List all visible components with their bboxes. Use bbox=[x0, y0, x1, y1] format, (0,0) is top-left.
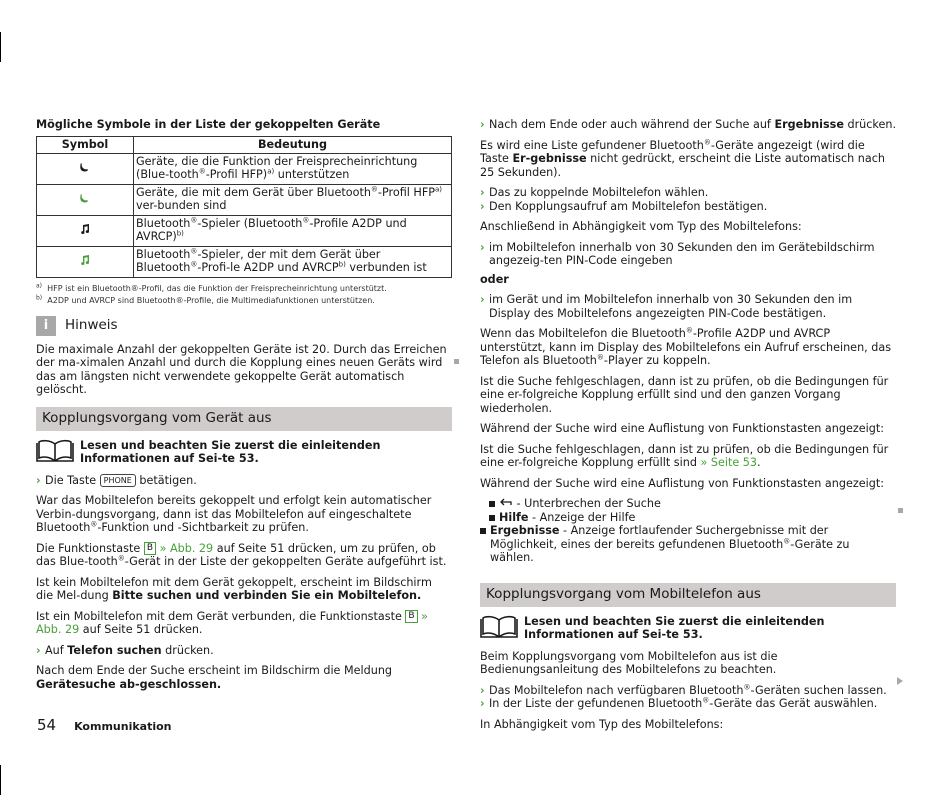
section-end-mark bbox=[454, 359, 459, 364]
crop-mark-bottom bbox=[0, 765, 1, 795]
left-column bbox=[36, 118, 452, 698]
step-select-device: › In der Liste der gefundenen Bluetooth®-Geräte das Gerät auswählen. bbox=[480, 696, 878, 710]
table-row bbox=[37, 215, 452, 246]
table-cell-desc: Geräte, die die Funktion der Freisprecheinrichtung (Blue-tooth®-Profil HFP)$^{a)}$ unterstützen bbox=[134, 153, 452, 184]
crop-mark-top bbox=[0, 32, 1, 62]
table-cell-desc: Bluetooth®-Spieler, der mit dem Gerät über Bluetooth®-Profi-le A2DP und AVRCP$^{b)}$ verbunden ist bbox=[134, 246, 452, 277]
para-depending-type-2: In Abhängigkeit vom Typ des Mobiltelefons: bbox=[480, 717, 724, 731]
para-function-keys-2: Während der Suche wird eine Auflistung von Funktionstasten angezeigt: bbox=[480, 476, 884, 490]
music-green-icon bbox=[79, 254, 91, 266]
table-header-row bbox=[37, 136, 452, 153]
table-cell-symbol bbox=[37, 246, 134, 277]
para-device-list: Es wird eine Liste gefundener Bluetooth®-Geräte angezeigt (wird die Taste Er-gebnisse nicht gedrückt, erscheint die Liste automatisch nach 25 Sekunden). bbox=[480, 137, 885, 179]
table-title: Mögliche Symbole in der Liste der gekoppelten Geräte bbox=[36, 118, 381, 131]
para-search-failed: Ist die Suche fehlgeschlagen, dann ist zu prüfen, ob die Bedingungen für eine er-folgreiche Kopplung erfüllt sind und den ganzen Vorgang wiederholen. bbox=[480, 374, 889, 415]
table-cell-symbol bbox=[37, 215, 134, 246]
phone-green-icon bbox=[79, 192, 91, 204]
hinweis-text: Die maximale Anzahl der gekoppelten Geräte ist 20. Durch das Erreichen der ma-ximalen Anzahl und durch die Kopplung eines neuen Geräts wird das am längsten nicht verwendete gekoppelte Gerät automatisch gelöscht. bbox=[36, 342, 447, 396]
list-square-icon bbox=[489, 515, 495, 521]
b-key: B bbox=[405, 610, 417, 623]
table-row bbox=[37, 153, 452, 184]
footnote-a: $^{a)}$ HFP ist ein Bluetooth®-Profil, das die Funktion der Freisprecheinrichtung unterstützt. bbox=[36, 281, 387, 293]
table-cell-desc: Bluetooth®-Spieler (Bluetooth®-Profile A2DP und AVRCP)$^{b)}$ bbox=[134, 215, 452, 246]
phone-icon bbox=[79, 161, 91, 173]
hinweis-title: Hinweis bbox=[65, 316, 118, 333]
table-cell-desc: Geräte, die mit dem Gerät über Bluetooth®-Profil HFP$^{a)}$ ver-bunden sind bbox=[134, 184, 452, 215]
page-footer bbox=[37, 716, 172, 734]
table-cell-symbol bbox=[37, 184, 134, 215]
phone-key: PHONE bbox=[100, 474, 136, 487]
para-function-key: Die Funktionstaste B » Abb. 29 auf Seite 51 drücken, um zu prüfen, ob das Blue-tooth®-Gerät in der Liste der gekoppelten Geräte aufgeführt ist. bbox=[36, 541, 447, 568]
oder-label: oder bbox=[480, 272, 509, 286]
step-select-phone: › Das zu koppelnde Mobiltelefon wählen. bbox=[480, 186, 709, 199]
footnote-b: $^{b)}$ A2DP und AVRCP sind Bluetooth®-Profile, die Multimediafunktionen unterstützen. bbox=[36, 293, 375, 305]
section-end-mark bbox=[898, 508, 903, 513]
para-function-keys: Während der Suche wird eine Auflistung von Funktionstasten angezeigt: bbox=[480, 422, 884, 435]
section-title-geraet: Kopplungsvorgang vom Gerät aus bbox=[36, 407, 452, 431]
step-confirm-pairing: › Den Kopplungsaufruf am Mobiltelefon bestätigen. bbox=[480, 199, 768, 213]
list-item: - Unterbrechen der Suche bbox=[480, 497, 896, 511]
back-arrow-icon bbox=[499, 498, 513, 507]
link-seite-53[interactable]: » Seite 53 bbox=[700, 456, 758, 469]
continue-arrow-icon bbox=[897, 677, 903, 685]
step-search-phone: › Auf Telefon suchen drücken. bbox=[36, 643, 214, 657]
table-row bbox=[37, 246, 452, 277]
para-depending-type: Anschließend in Abhängigkeit vom Typ des Mobiltelefons: bbox=[480, 220, 802, 233]
para-search-failed-2: Ist die Suche fehlgeschlagen, dann ist zu prüfen, ob die Bedingungen für eine er-folgreiche Kopplung erfüllt sind » Seite 53. bbox=[480, 442, 889, 469]
table-header-symbol: Symbol bbox=[37, 136, 134, 153]
page-number: 54 bbox=[37, 716, 57, 734]
info-icon: i bbox=[36, 316, 56, 336]
para-check-visibility: War das Mobiltelefon bereits gekoppelt und erfolgt kein automatischer Verbin-dungsvorgang, dann ist das Mobiltelefon auf eingeschaltete Bluetooth®-Funktion und -Sichtbarkeit zu prüfen. bbox=[36, 494, 432, 534]
step-phone-search: › Das Mobiltelefon nach verfügbaren Bluetooth®-Geräten suchen lassen. bbox=[480, 682, 887, 697]
read-note-text: Lesen und beachten Sie zuerst die einleitenden Informationen auf Sei-te 53. bbox=[80, 438, 381, 465]
right-column bbox=[480, 118, 896, 738]
list-square-icon bbox=[489, 501, 495, 507]
section-title-mobiltelefon: Kopplungsvorgang vom Mobiltelefon aus bbox=[480, 583, 896, 607]
music-icon bbox=[79, 223, 91, 235]
step-phone-key: › Die Taste PHONE betätigen. bbox=[36, 473, 197, 487]
book-icon bbox=[480, 615, 518, 639]
read-note bbox=[36, 439, 452, 466]
step-confirm-pin: › im Gerät und im Mobiltelefon innerhalb von 30 Sekunden den im Display des Mobiltelefons angezeigten PIN-Code bestätigen. bbox=[480, 293, 853, 320]
list-square-icon bbox=[480, 528, 486, 534]
read-note bbox=[480, 615, 896, 642]
step-results: › Nach dem Ende oder auch während der Suche auf Ergebnisse drücken. bbox=[480, 118, 897, 131]
book-icon bbox=[36, 439, 74, 463]
para-no-phone: Ist kein Mobiltelefon mit dem Gerät gekoppelt, erscheint im Bildschirm die Mel-dung Bitte suchen und verbinden Sie ein Mobiltelefon. bbox=[36, 575, 432, 602]
read-note-text: Lesen und beachten Sie zuerst die einleitenden Informationen auf Sei-te 53. bbox=[524, 614, 825, 641]
list-item: Hilfe - Anzeige der Hilfe bbox=[480, 511, 896, 525]
list-item: Ergebnisse - Anzeige fortlaufender Suchergebnisse mit der Möglichkeit, eines der bereits gefundenen Bluetooth®-Geräte zu wählen. bbox=[480, 524, 896, 565]
para-a2dp: Wenn das Mobiltelefon die Bluetooth®-Profile A2DP und AVRCP unterstützt, kann im Display des Mobiltelefons ein Aufruf erscheinen, das Telefon als Bluetooth®-Player zu koppeln. bbox=[480, 326, 892, 367]
table-cell-symbol bbox=[37, 153, 134, 184]
para-search-end: Nach dem Ende der Suche erscheint im Bildschirm die Meldung Gerätesuche ab-geschlossen. bbox=[36, 664, 393, 691]
link-abb-29[interactable]: » Abb. 29 bbox=[159, 541, 214, 555]
link-abb-29[interactable]: » Abb. 29 bbox=[36, 609, 429, 636]
para-phone-connected: Ist ein Mobiltelefon mit dem Gerät verbunden, die Funktionstaste B » Abb. 29 auf Seite 51 drücken. bbox=[36, 609, 429, 636]
b-key: B bbox=[144, 542, 156, 555]
footer-section: Kommunikation bbox=[74, 720, 172, 733]
para-manual: Beim Kopplungsvorgang vom Mobiltelefon aus ist die Bedienungsanleitung des Mobiltelefons zu beachten. bbox=[480, 649, 778, 676]
hinweis-header bbox=[36, 315, 452, 337]
step-enter-pin: › im Mobiltelefon innerhalb von 30 Sekunden den im Gerätebildschirm angezeig-ten PIN-Code eingeben bbox=[480, 240, 875, 267]
symbols-table bbox=[36, 136, 452, 278]
table-header-bedeutung: Bedeutung bbox=[134, 136, 452, 153]
table-row bbox=[37, 184, 452, 215]
